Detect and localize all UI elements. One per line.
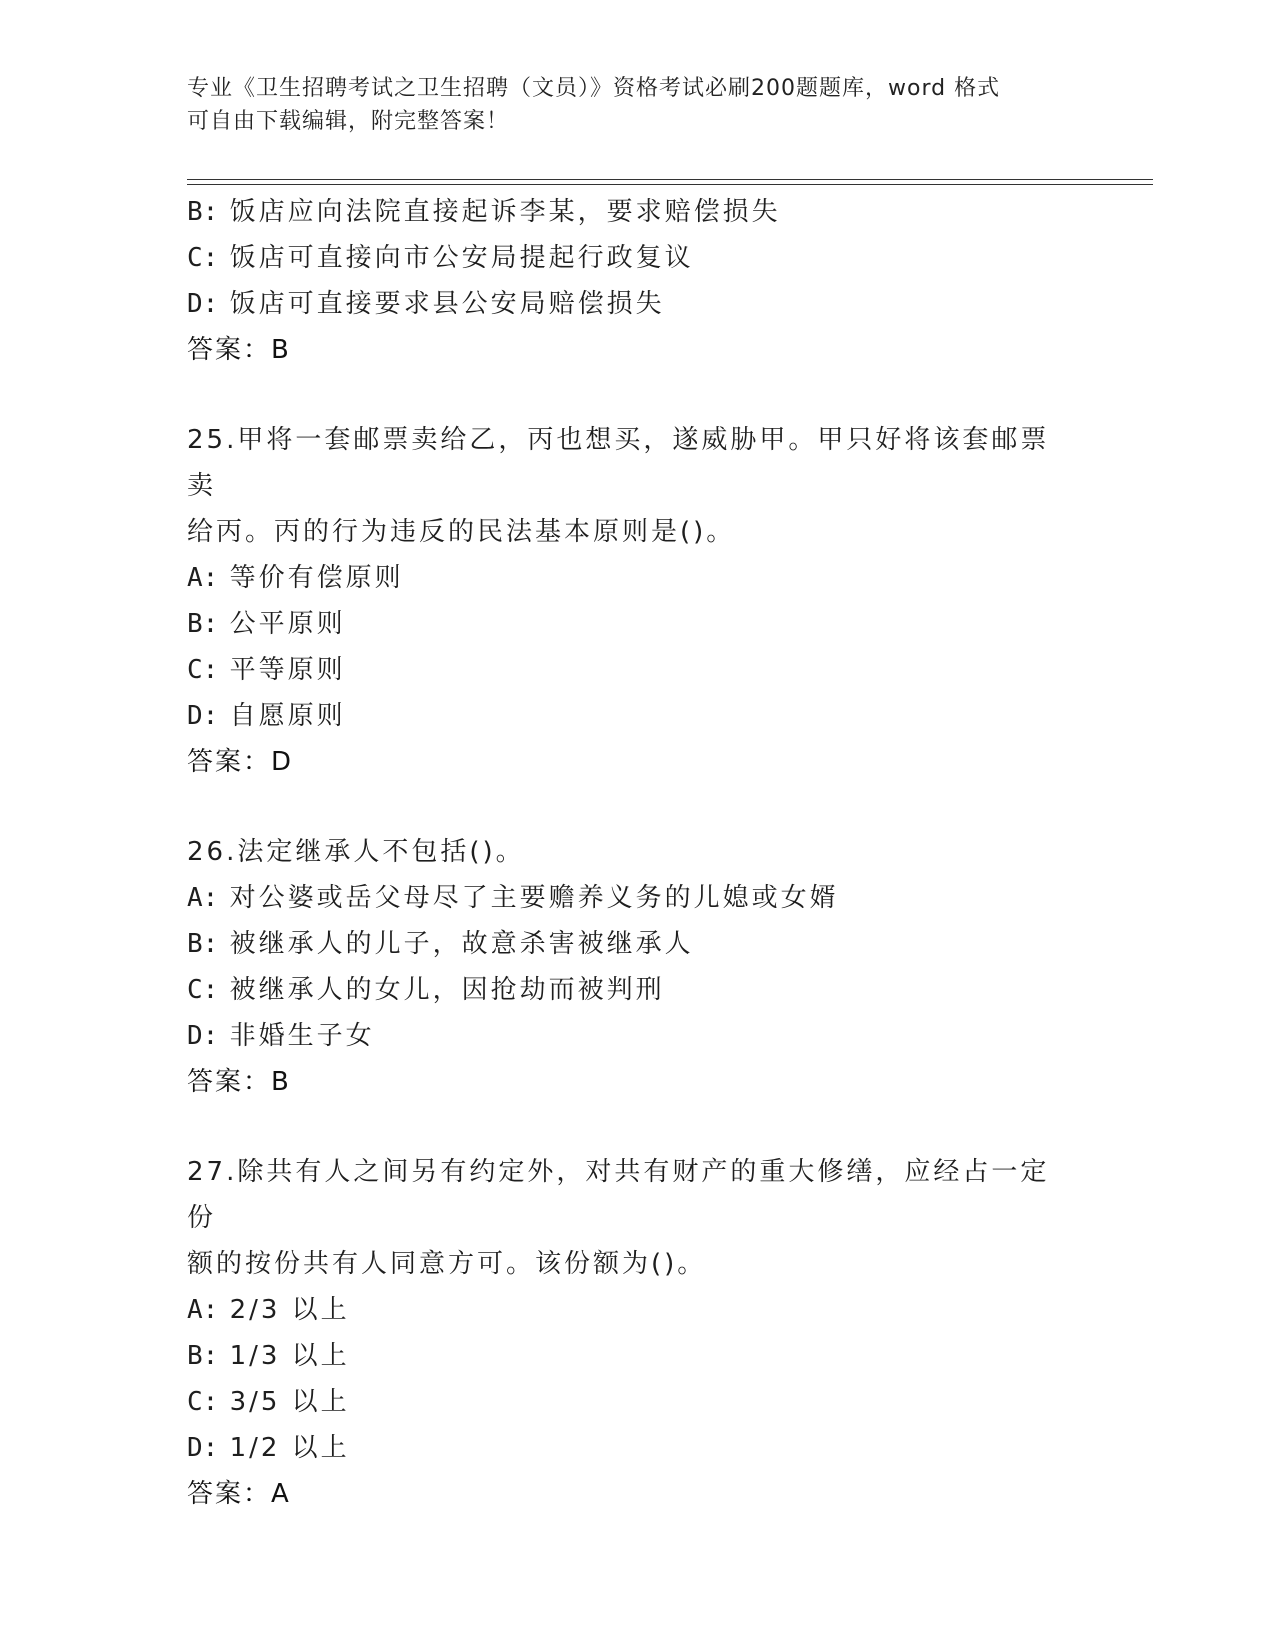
option-d: D: 1/2 以上 bbox=[187, 1433, 350, 1463]
question-24-continuation bbox=[187, 189, 1107, 373]
answer-line: 答案：A bbox=[187, 1479, 291, 1509]
option-a: A: 等价有偿原则 bbox=[187, 563, 404, 593]
option-c: C: 饭店可直接向市公安局提起行政复议 bbox=[187, 243, 694, 273]
option-b: B: 公平原则 bbox=[187, 609, 346, 639]
document-body bbox=[187, 189, 1107, 1517]
option-c: C: 平等原则 bbox=[187, 655, 346, 685]
document-header bbox=[187, 72, 1087, 138]
option-b: B: 饭店应向法院直接起诉李某，要求赔偿损失 bbox=[187, 197, 781, 227]
header-line-2: 可自由下载编辑，附完整答案！ bbox=[187, 109, 510, 134]
question-stem: 25.甲将一套邮票卖给乙，丙也想买，遂威胁甲。甲只好将该套邮票卖 给丙。丙的行为违反的民法基本原则是()。 bbox=[187, 425, 1050, 547]
header-rule-top bbox=[187, 179, 1153, 180]
question-stem: 27.除共有人之间另有约定外，对共有财产的重大修缮，应经占一定份 额的按份共有人同意方可。该份额为()。 bbox=[187, 1157, 1050, 1279]
option-c: C: 3/5 以上 bbox=[187, 1387, 350, 1417]
answer-line: 答案：B bbox=[187, 335, 291, 365]
option-b: B: 被继承人的儿子，故意杀害被继承人 bbox=[187, 929, 694, 959]
option-a: A: 对公婆或岳父母尽了主要赡养义务的儿媳或女婿 bbox=[187, 883, 839, 913]
option-d: D: 自愿原则 bbox=[187, 701, 346, 731]
question-25 bbox=[187, 417, 1107, 785]
answer-line: 答案：D bbox=[187, 747, 294, 777]
answer-line: 答案：B bbox=[187, 1067, 291, 1097]
option-d: D: 非婚生子女 bbox=[187, 1021, 375, 1051]
question-27 bbox=[187, 1149, 1107, 1517]
option-a: A: 2/3 以上 bbox=[187, 1295, 350, 1325]
question-26 bbox=[187, 829, 1107, 1105]
option-c: C: 被继承人的女儿，因抢劫而被判刑 bbox=[187, 975, 665, 1005]
option-d: D: 饭店可直接要求县公安局赔偿损失 bbox=[187, 289, 665, 319]
header-rule-bottom bbox=[187, 184, 1153, 185]
question-stem: 26.法定继承人不包括()。 bbox=[187, 837, 525, 867]
option-b: B: 1/3 以上 bbox=[187, 1341, 350, 1371]
header-line-1: 专业《卫生招聘考试之卫生招聘（文员）》资格考试必刷200题题库，word 格式 bbox=[187, 76, 1001, 101]
